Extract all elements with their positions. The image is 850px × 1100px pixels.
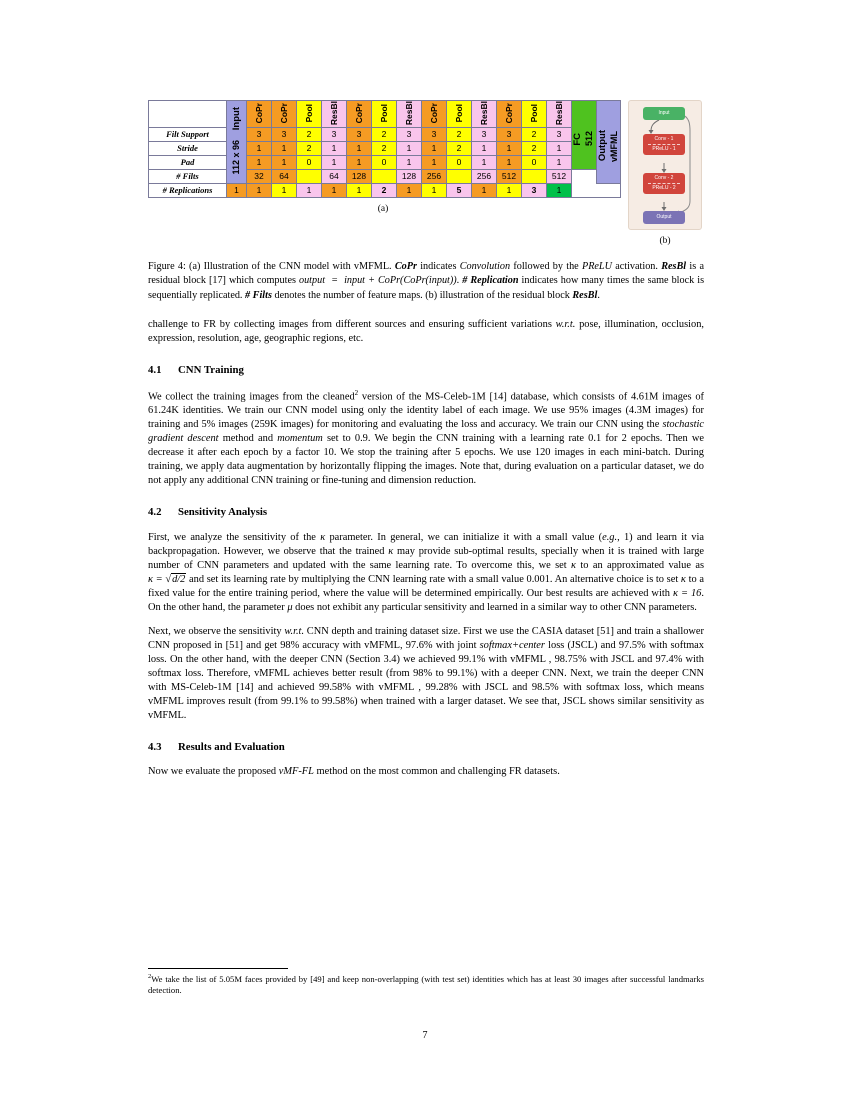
p43-t1: Now we evaluate the proposed	[148, 766, 279, 778]
section-heading-4-3	[148, 740, 704, 755]
footnote-section	[148, 968, 704, 997]
table-row-replications	[149, 184, 621, 198]
p42a-t8: . On the other hand, the parameter	[148, 587, 704, 613]
caption-math-output: output	[298, 275, 326, 287]
p41-t2: version of the MS-Celeb-1M [14] database, which consists of 4.61M images of 61.24K identities. We train our CNN model using only the identity label of each image. We use 95% images (4.3M images) for training and 5% images (259K images) for monitoring and evaluating the loss and accuracy. We train our CNN using the	[148, 391, 704, 431]
p42a-kappa-3: κ	[571, 559, 577, 571]
cell-pad-0: 1	[247, 156, 272, 170]
caption-math-eq: =	[331, 275, 338, 287]
sec43-title: Results and Evaluation	[178, 740, 285, 753]
p43-t2: method on the most common and challenging FR datasets.	[313, 766, 560, 778]
col-header-8: Pool	[447, 101, 472, 128]
cell-reps-1: 1	[247, 184, 272, 198]
p42b-wrt: w.r.t.	[284, 625, 305, 637]
p42a-eg: e.g.	[602, 531, 618, 543]
cell-filts-6: 128	[397, 170, 422, 184]
cell-stride-6: 1	[397, 142, 422, 156]
cell-filts-12: 512	[547, 170, 572, 184]
p42a-t7: to a fixed value for the entire training period, where the value will be determined empirically. Our best results are achieved with	[148, 573, 704, 599]
p42b-softmax-center: softmax+center	[479, 639, 545, 651]
caption-copr: CoPr	[394, 261, 417, 272]
cell-filts-8	[447, 170, 472, 184]
cell-filts-3: 64	[322, 170, 347, 184]
figure-4b-residual-block	[626, 100, 704, 246]
prelu2-label: PReLU - 2	[652, 184, 676, 191]
cell-pad-4: 1	[347, 156, 372, 170]
p42a-m1: κ =	[148, 573, 163, 585]
cnn-architecture-table	[148, 100, 621, 198]
footnote-rule	[148, 968, 288, 969]
cell-reps-2: 1	[272, 184, 297, 198]
p42a-t5: to an approximated value as	[576, 559, 704, 571]
cell-reps-11: 1	[497, 184, 522, 198]
cell-filt-support-8: 2	[447, 128, 472, 142]
p42b-t3: loss (JSCL) and 97.5% with softmax loss. On the other hand, with the deeper CNN (Section 3.4) we achieved 99.1% with vMFML , 98.75% with JSCL and 97.4% with softmax loss. Therefore, vMFML achieves better result (from 98% to 99.1%) with a deeper CNN. Next, we train the deeper CNN with MS-Celeb-1M [14] and achieved 99.58% with vMFML , 99.28% with JSCL and 98.5% with softmax loss, which means vMFML improves result (from 99.1% to 99.58%) when trained with a larger dataset. We see that, JSCL shows similar sensitivity as vMFML.	[148, 639, 704, 721]
col-header-1: CoPr	[272, 101, 297, 128]
sec41-number: 4.1	[148, 364, 162, 377]
cell-pad-1: 1	[272, 156, 297, 170]
figure-4	[148, 100, 704, 246]
caption-resbl: ResBl	[661, 261, 687, 272]
cell-pad-7: 1	[422, 156, 447, 170]
cell-filt-support-6: 3	[397, 128, 422, 142]
caption-t3: followed by the	[510, 261, 582, 272]
sec42-title: Sensitivity Analysis	[178, 506, 268, 519]
sec42-number: 4.2	[148, 506, 162, 519]
col-header-11: Pool	[522, 101, 547, 128]
cell-stride-10: 1	[497, 142, 522, 156]
cell-pad-11: 0	[522, 156, 547, 170]
caption-filts: # Filts	[245, 289, 272, 301]
p42a-kappa-formula: κ = √d/2	[148, 573, 186, 585]
cell-reps-0: 1	[227, 184, 247, 198]
conv2-label: Conv - 2	[654, 175, 674, 181]
p41-momentum: momentum	[277, 433, 323, 445]
p41-t3: method and	[218, 433, 278, 445]
caption-math-copr: CoPr(CoPr(input))	[377, 275, 457, 287]
resblock-conv2-node	[643, 173, 685, 194]
intro-t2: pose, illumination, occlusion, expression, resolution, age, geographic regions, etc.	[148, 319, 704, 345]
cell-filts-9: 256	[472, 170, 497, 184]
cell-reps-fc: 1	[547, 184, 572, 198]
p42b-t1: Next, we observe the sensitivity	[148, 625, 285, 637]
page-content	[148, 100, 704, 789]
input-column-header: Input 112 x 96	[227, 101, 247, 184]
caption-resbl2: ResBl	[572, 289, 598, 301]
cell-reps-8: 1	[422, 184, 447, 198]
cell-reps-4: 1	[322, 184, 347, 198]
caption-t2: indicates	[416, 261, 460, 272]
cell-filts-10: 512	[497, 170, 522, 184]
col-header-10: CoPr	[497, 101, 522, 128]
cell-pad-3: 1	[322, 156, 347, 170]
cell-filts-5	[372, 170, 397, 184]
cell-stride-1: 1	[272, 142, 297, 156]
cell-pad-2: 0	[297, 156, 322, 170]
caption-math-input: input	[344, 275, 366, 287]
p41-sgd: stochastic gradient descent	[148, 419, 704, 445]
table-row-pad	[149, 156, 621, 170]
p43-vmffl: vMF-FL	[278, 766, 314, 778]
p42a-kappa-1: κ	[320, 531, 326, 543]
table-row-stride	[149, 142, 621, 156]
cell-filt-support-5: 2	[372, 128, 397, 142]
cell-pad-6: 1	[397, 156, 422, 170]
cell-filt-support-12: 3	[547, 128, 572, 142]
paragraph-4-2-a	[148, 531, 704, 615]
p42a-kappa-2: κ	[388, 545, 394, 557]
table-row-filts	[149, 170, 621, 184]
caption-t7: indicates how many times the same block is sequentially replicated.	[148, 275, 705, 301]
cell-filt-support-10: 3	[497, 128, 522, 142]
p41-t4: set to 0.9. We begin the CNN training with a learning rate 0.1 for 2 epochs. Then we decrease it after each epoch by a factor 10. We stop the training after 5 epochs. We use 120 images in each mini-batch. During training, we apply data augmentation by horizontally flipping the images. Note that, during evaluation on a particular dataset, we do not apply any additional CNN training or fine-tuning and dimension reduction.	[148, 433, 704, 487]
cell-stride-0: 1	[247, 142, 272, 156]
header-blank	[149, 101, 227, 128]
figure-4b-label: (b)	[659, 236, 671, 246]
section-heading-4-1	[148, 363, 704, 378]
caption-t4: activation.	[611, 261, 662, 272]
row-label-replications: # Replications	[149, 184, 227, 198]
cell-filt-support-4: 3	[347, 128, 372, 142]
caption-t5: is a residual block [17] which computes	[148, 261, 704, 287]
cell-stride-12: 1	[547, 142, 572, 156]
p42b-t2: CNN depth and training dataset size. First we use the CASIA dataset [51] and train a shallower CNN proposed in [51] and get 98% accuracy with vMFML, 97.6% with joint	[148, 625, 704, 651]
cell-pad-12: 1	[547, 156, 572, 170]
residual-block-arrows	[629, 101, 701, 229]
col-header-7: CoPr	[422, 101, 447, 128]
body-text	[148, 318, 704, 779]
p42a-t9: does not exhibit any particular sensitivity and learned in a similar way to other CNN parameters.	[292, 601, 697, 613]
p42a-mu: μ	[287, 601, 293, 613]
cell-stride-8: 2	[447, 142, 472, 156]
footnote-mark: 2	[148, 973, 152, 980]
caption-prelu: PReLU	[581, 261, 612, 272]
row-label-stride: Stride	[149, 142, 227, 156]
caption-t9: .	[597, 289, 600, 301]
cell-reps-6: 2	[372, 184, 397, 198]
cell-pad-9: 1	[472, 156, 497, 170]
cell-stride-9: 1	[472, 142, 497, 156]
cell-stride-5: 2	[372, 142, 397, 156]
output-column-header: Output vMFML	[597, 101, 621, 184]
col-header-2: Pool	[297, 101, 322, 128]
cell-pad-5: 0	[372, 156, 397, 170]
figure-4a-cnn-architecture	[148, 100, 618, 214]
intro-paragraph	[148, 318, 704, 346]
col-header-12: ResBl	[547, 101, 572, 128]
caption-replication: # Replication	[462, 275, 519, 287]
cell-stride-3: 1	[322, 142, 347, 156]
p42a-kappa-4: κ	[680, 573, 686, 585]
table-header-row	[149, 101, 621, 128]
cell-filt-support-1: 3	[272, 128, 297, 142]
cell-stride-2: 2	[297, 142, 322, 156]
caption-prefix: Figure 4:	[148, 261, 186, 272]
conv1-label: Conv - 1	[654, 136, 674, 142]
cell-pad-8: 0	[447, 156, 472, 170]
cell-filts-7: 256	[422, 170, 447, 184]
prelu1-label: PReLU - 1	[652, 145, 676, 152]
conv1-divider	[648, 144, 680, 145]
col-header-6: ResBl	[397, 101, 422, 128]
caption-math-plus: +	[368, 275, 375, 287]
footnote-ref-2[interactable]: 2	[354, 388, 359, 397]
page-number: 7	[422, 1030, 428, 1041]
cell-filt-support-0: 3	[247, 128, 272, 142]
sec41-title: CNN Training	[178, 364, 244, 377]
p42a-t4: may provide sub-optimal results, specially when it is trained with large number of CNN parameters and updated with the same learning rate. To overcome this, we set	[148, 545, 705, 571]
figure-4a-label: (a)	[377, 204, 389, 215]
p42a-t3: , 1) and learn it via backpropagation. However, we observe that the trained	[148, 531, 704, 557]
p41-t1: We collect the training images from the cleaned	[148, 391, 355, 403]
cell-filt-support-9: 3	[472, 128, 497, 142]
row-label-filts: # Filts	[149, 170, 227, 184]
footnote-2	[148, 973, 704, 997]
caption-t6: .	[456, 275, 463, 287]
figure-4-caption	[148, 260, 704, 303]
row-label-pad: Pad	[149, 156, 227, 170]
cell-reps-5: 1	[347, 184, 372, 198]
cell-filt-support-11: 2	[522, 128, 547, 142]
caption-t1: (a) Illustration of the CNN model with vMFML.	[185, 261, 395, 272]
resblock-conv1-node	[643, 134, 685, 155]
footnote-text: We take the list of 5.05M faces provided by [49] and keep non-overlapping (with test set) identities which has at least 30 images after successful landmarks detection.	[148, 973, 704, 996]
cell-stride-4: 1	[347, 142, 372, 156]
cell-filts-0: 32	[247, 170, 272, 184]
cell-pad-10: 1	[497, 156, 522, 170]
col-header-5: Pool	[372, 101, 397, 128]
paragraph-4-3	[148, 765, 704, 779]
cell-filt-support-7: 3	[422, 128, 447, 142]
cell-reps-9: 5	[447, 184, 472, 198]
cell-filts-1: 64	[272, 170, 297, 184]
p42a-t2: parameter. In general, we can initialize it with a small value (	[325, 531, 603, 543]
cell-stride-11: 2	[522, 142, 547, 156]
row-label-filt-support: Filt Support	[149, 128, 227, 142]
col-header-0: CoPr	[247, 101, 272, 128]
section-heading-4-2	[148, 505, 704, 520]
cell-reps-3: 1	[297, 184, 322, 198]
cell-filt-support-2: 2	[297, 128, 322, 142]
fc-column-header: FC 512	[572, 101, 597, 170]
sec43-number: 4.3	[148, 740, 162, 753]
conv2-divider	[648, 183, 680, 184]
col-header-9: ResBl	[472, 101, 497, 128]
caption-t8: denotes the number of feature maps. (b) illustration of the residual block	[271, 289, 573, 301]
cell-filts-2	[297, 170, 322, 184]
p42a-kappa-16: κ = 16	[672, 587, 702, 599]
paragraph-4-2-b	[148, 625, 704, 723]
cell-filts-4: 128	[347, 170, 372, 184]
cell-filts-11	[522, 170, 547, 184]
cell-reps-12: 3	[522, 184, 547, 198]
col-header-3: ResBl	[322, 101, 347, 128]
caption-convolution: Convolution	[459, 261, 511, 272]
resblock-input-node: Input	[643, 107, 685, 120]
cell-filt-support-3: 3	[322, 128, 347, 142]
p42a-t6: and set its learning rate by multiplying the CNN learning rate with a small value 0.001. An alternative choice is to set	[186, 573, 681, 585]
cell-reps-10: 1	[472, 184, 497, 198]
p42a-t1: First, we analyze the sensitivity of the	[148, 531, 321, 543]
intro-wrt: w.r.t.	[555, 319, 576, 331]
cell-reps-7: 1	[397, 184, 422, 198]
resblock-output-node: Output	[643, 211, 685, 224]
table-row-filt-support	[149, 128, 621, 142]
residual-block-diagram	[628, 100, 702, 230]
cell-stride-7: 1	[422, 142, 447, 156]
paragraph-4-1	[148, 389, 704, 488]
col-header-4: CoPr	[347, 101, 372, 128]
p42a-m2: d/2	[172, 573, 186, 585]
intro-t1: challenge to FR by collecting images from different sources and ensuring sufficient variations	[148, 319, 556, 331]
